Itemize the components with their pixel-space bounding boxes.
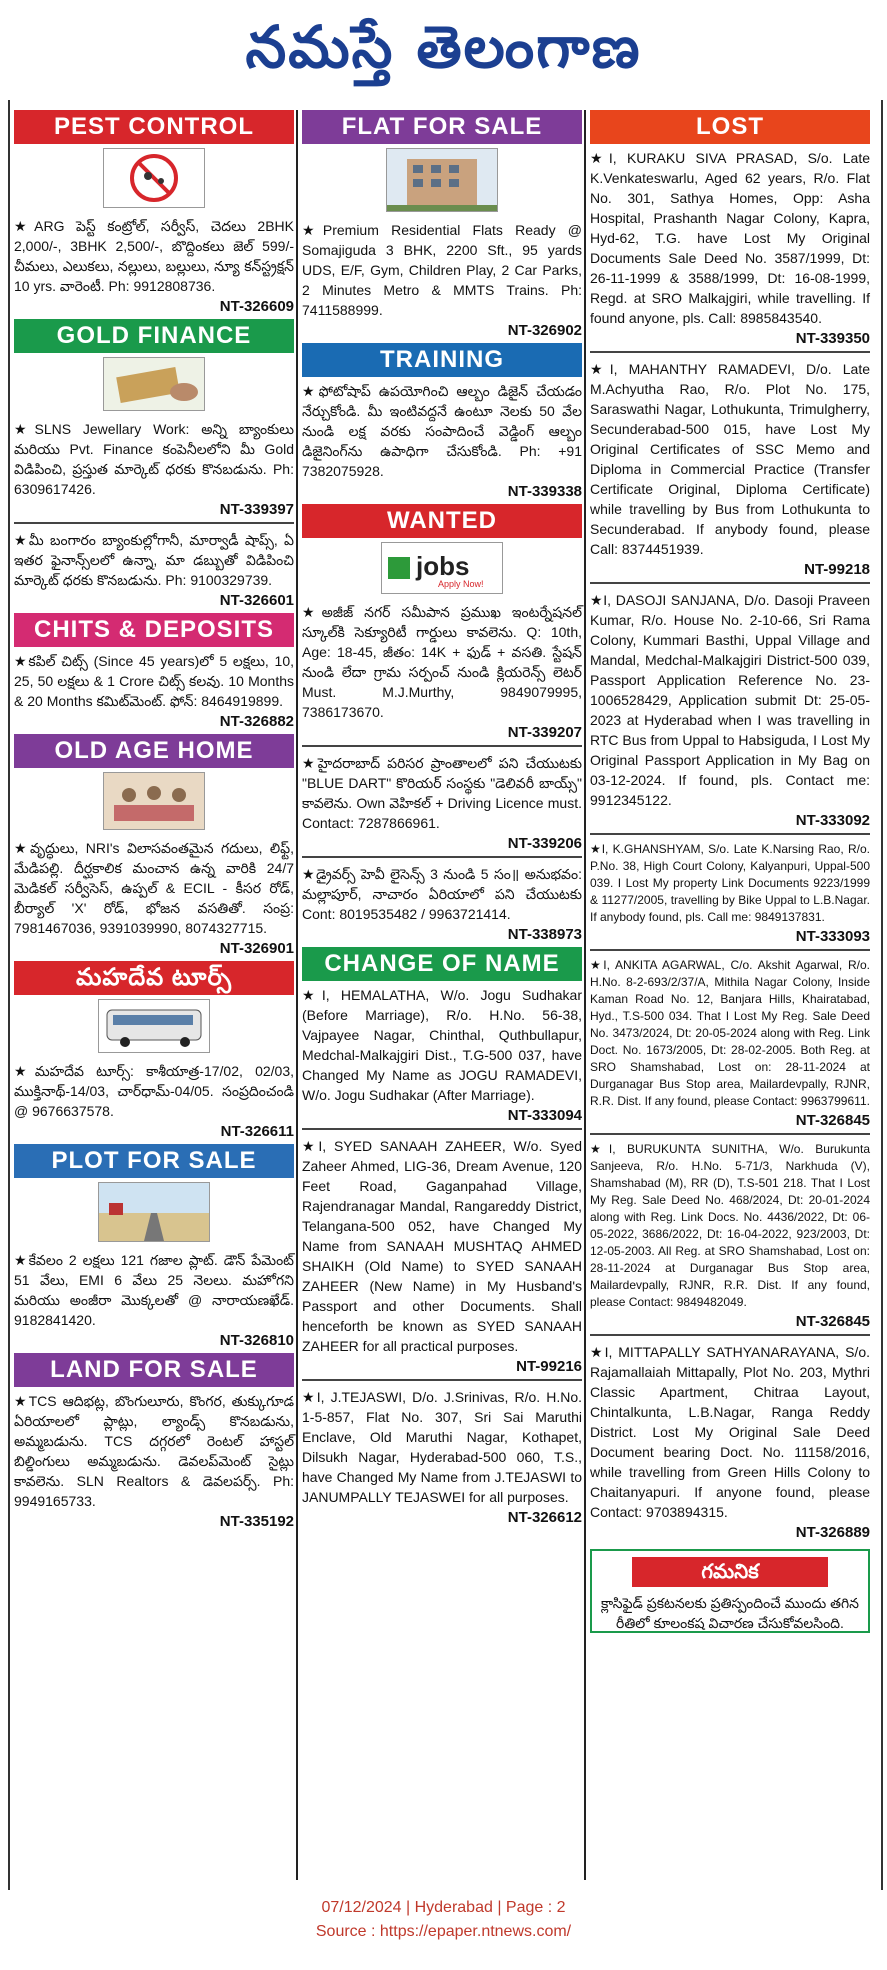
ad-text: ★ARG పెస్ట్ కంట్రోల్, సర్వీస్, చెదలు 2BHK 2,000/-, 3BHK 2,500/-, బొద్దింకలు జెల్ 599/- చీమలు, ఎలుకలు, నల్లులు, బల్లులు, న్యూ కన్‌స్ట్రక్షన్ 10 yrs. వారెంటీ. Ph: 9912808736. xyxy=(14,218,294,294)
ad-text: ★I, ANKITA AGARWAL, C/o. Akshit Agarwal, R/o. H.No. 8-2-693/2/37/A, Mithila Nagar Colony, Inside Kaman Road No. 12, Banjara Hills, Khairatabad, Hyd., T.S-500 034. That I Lost My Reg. Sale Deed No. 3473/2024, Dt: 20-05-2024 along with Reg. Link Doct. No. 1673/2005, Dt: 28-02-2005. Both Reg. at SRO Shamshabad, Lost on: 28-11-2024 at Durganagar Bus Stop area, Mailardevpally, RJNR, R.R. Dist. If any found, please Contact: 9963799611. xyxy=(590,958,870,1108)
ad-text: ★I, HEMALATHA, W/o. Jogu Sudhakar (Before Marriage), R/o. H.No. 56-38, Vajpayee Nagar, Chinthal, Quthbullapur, Medchal-Malkajgiri Dist., T.G-500 037, have Changed My Name as JOGU RAMADEVI, W/o. Jogu Sudhakar (After Marriage). xyxy=(302,987,582,1103)
notice-header: గమనిక xyxy=(632,1557,828,1587)
plot-image xyxy=(98,1182,210,1242)
ad-text: ★I, J.TEJASWI, D/o. J.Srinivas, R/o. H.No. 1-5-857, Flat No. 307, Sri Sai Maruthi Enclave, Old Maruthi Nagar, Kothapet, Dilsukh Nagar, Hyderabad-500 060, T.S., have Changed My Name from J.TEJASWI to JANUMPALLY TEJASWEI for all purposes. xyxy=(302,1389,582,1505)
ad-code: NT-326902 xyxy=(507,322,582,339)
training-header: TRAINING xyxy=(302,343,582,377)
ad-code: NT-99218 xyxy=(804,561,870,578)
ad-code: NT-326601 xyxy=(219,592,294,609)
wanted-header: WANTED xyxy=(302,504,582,538)
divider xyxy=(14,522,294,524)
ad-text: ★SLNS Jewellary Work: అన్ని బ్యాంకులు మరియు Pvt. Finance కంపెనీలలోని మీ Gold విడిపించి, ప్రస్తుత మార్కెట్ ధరకు కొనబడును. Ph: 6309617426. xyxy=(14,421,294,497)
ad-code: NT-333094 xyxy=(507,1107,582,1124)
old-age-image xyxy=(103,772,205,830)
ad-code: NT-326611 xyxy=(220,1123,294,1140)
column-1 xyxy=(14,110,294,1534)
tours-header: మహదేవ టూర్స్ xyxy=(14,961,294,995)
ad-text: ★I, DASOJI SANJANA, D/o. Dasoji Praveen Kumar, R/o. House No. 2-10-66, Sri Rama Colony, Kummari Basthi, Uppal Village and Mandal, Medchal-Malkajgiri District-500 039, Passport Application Reference No. 23-1006528429, Application submit Dt: 25-05-2023 at Hyderabad when I was travelling in RTC Bus from Uppal to Habsiguda, I Lost My Original Passport Application in My Bag on 03-12-2024. If found, pls. Contact me: 9912345122. xyxy=(590,592,870,808)
ad-text: ★వృద్ధులు, NRI's విలాసవంతమైన గదులు, లిఫ్ట్, మేడిపల్లి. దీర్ఘకాలిక మంచాన ఉన్న వారికి 24/7 మెడికల్ సర్వీసెస్, ఉప్పల్ & ECIL - కీసర రోడ్, బీర్యాల్ 'X' రోడ్, భోజన వసతితో. సంప్ర: 7981467036, 9391039990, 8074327715. xyxy=(14,840,294,936)
ad-code: NT-339397 xyxy=(219,501,294,518)
ad-text: ★ఫోటోషాప్ ఉపయోగించి ఆల్బం డిజైన్ చేయడం నేర్చుకోండి. మీ ఇంటివద్దనే ఉంటూ నెలకు 50 వేల నుండి లక్ష వరకు సంపాదించే వెడ్డింగ్ ఆల్బం డిజైనింగ్‌ను ఉపాధిగా చేసుకోండి. Ph: +91 7382075928. xyxy=(302,383,582,479)
column-3 xyxy=(590,110,870,1633)
masthead xyxy=(0,0,887,95)
notice-text: క్లాసిఫైడ్ ప్రకటనలకు ప్రతిస్పందించే ముందు తగిన రీతిలో కూలంకష విచారణ చేసుకోవలసింది. xyxy=(601,1595,859,1631)
ad-code: NT-326845 xyxy=(795,1112,870,1129)
divider xyxy=(302,856,582,858)
notice-box xyxy=(590,1549,870,1633)
jobs-logo xyxy=(381,542,503,594)
ad-code: NT-326609 xyxy=(219,298,294,315)
plot-for-sale-header: PLOT FOR SALE xyxy=(14,1144,294,1178)
ad-text: ★I, MITTAPALLY SATHYANARAYANA, S/o. Rajamallaiah Mittapally, Plot No. 203, Mythri Classic Apartment, Chitraa Layout, Chintalkunta, L.B.Nagar, Ranga Reddy District. Lost My Original Sale Deed Document bearing Doct. No. 11158/2016, while travelling from Green Hills Colony to Chaitanyapuri. If anyone found, please Contact: 9703894315. xyxy=(590,1344,870,1520)
pest-image xyxy=(103,148,205,208)
ad-code: NT-326889 xyxy=(795,1524,870,1541)
ad-text: ★I, MAHANTHY RAMADEVI, D/o. Late M.Achyutha Rao, R/o. Plot No. 175, Saraswathi Nagar, Lothukunta, Trimulgherry, Secunderabad-500 015, have Lost My Original Certificates of SSC Memo and Diploma in Commercial Practice (Transfer Certificate Original, Diploma Certificate) while travelling by Bus from Lothukunta to Secunderabad. If anybody found, please Call: 8374451939. xyxy=(590,361,870,557)
ad-text: ★అజీజ్ నగర్ సమీపాన ప్రముఖ ఇంటర్నేషనల్ స్కూల్‌కి సెక్యూరిటీ గార్డులు కావలెను. Q: 10th, Age: 18-45, జీతం: 14K + ఫుడ్ + వసతి. స్టేషన్ నుండి లేదా గ్రామ సర్పంచ్ నుండి క్లియరెన్స్ లెటర్ Must. M.J.Murthy, 9849079995, 7386173670. xyxy=(302,604,582,720)
ad-code: NT-326882 xyxy=(219,713,294,730)
building-image xyxy=(386,148,498,212)
ad-text: ★I, SYED SANAAH ZAHEER, W/o. Syed Zaheer Ahmed, LIG-36, Dream Avenue, 120 Feet Road, Gaganpahad Village, Rajendranagar Mandal, Rangareddy District, Telangana-500 052, have Changed My Name from SANAAH MUSHTAQ AHMED SHAIKH (Old Name) to SYED SANAAH ZAHEER (New Name) in My Husband's Passport and other Documents. Shall henceforth be known as SYED SANAAH ZAHEER for all practical purposes. xyxy=(302,1138,582,1354)
old-age-home-header: OLD AGE HOME xyxy=(14,734,294,768)
ad-code: NT-326845 xyxy=(795,1313,870,1330)
jobs-logo-text: jobs xyxy=(416,551,470,581)
divider xyxy=(302,1379,582,1381)
ad-code: NT-339350 xyxy=(795,330,870,347)
pest-control-header: PEST CONTROL xyxy=(14,110,294,144)
bus-image xyxy=(98,999,210,1053)
ad-code: NT-339338 xyxy=(507,483,582,500)
column-2 xyxy=(302,110,582,1530)
divider xyxy=(590,351,870,353)
jobs-logo-sub: Apply Now! xyxy=(438,579,484,589)
footer-source-line: Source : https://epaper.ntnews.com/ xyxy=(315,1923,572,1940)
divider xyxy=(590,833,870,835)
divider xyxy=(590,1334,870,1336)
ad-text: ★Premium Residential Flats Ready @ Somajiguda 3 BHK, 2200 Sft., 95 yards UDS, E/F, Gym, Children Play, 2 Car Parks, 2 Minutes Metro & MMTS Trains. Ph: 7411588999. xyxy=(302,222,582,318)
ad-code: NT-333092 xyxy=(795,812,870,829)
lost-header: LOST xyxy=(590,110,870,144)
ad-code: NT-335192 xyxy=(219,1513,294,1530)
land-for-sale-header: LAND FOR SALE xyxy=(14,1353,294,1387)
ad-code: NT-326612 xyxy=(507,1509,582,1526)
ad-text: ★TCS ఆదిభట్ల, బొంగులూరు, కొంగర, తుక్కుగూడ ఏరియాలలో ప్లాట్లు, ల్యాండ్స్ కొనబడును, అమ్మబడును. TCS దగ్గరలో రెంటల్ హాస్టల్ బిల్డింగులు అమ్మబడును. డెవలప్‌మెంట్ సైట్లు కావలెను. SLN Realtors & డెవలపర్స్. Ph: 9949165733. xyxy=(14,1393,294,1509)
ad-text: ★డ్రైవర్స్ హెవీ లైసెన్స్ 3 నుండి 5 సం॥ అనుభవం: మల్లాపూర్, నాచారం ఏరియాలో పని చేయుటకు Cont: 8019535482 / 9963721414. xyxy=(302,866,582,922)
money-image xyxy=(103,357,205,411)
chits-deposits-header: CHITS & DEPOSITS xyxy=(14,613,294,647)
ad-text: ★I, BURUKUNTA SUNITHA, W/o. Burukunta Sanjeeva, R/o. H.No. 5-71/3, Narkhuda (V), Shamshabad (M), RR (D), T.S-501 218. That I Lost My Reg. Sale Deed No. 468/2024, Dt: 20-01-2024 along with Reg. Link Docs. No. 4436/2022, Dt: 06-05-2022, 3686/2022, Dt: 16-04-2022, 923/2003, Dt: 12-05-2003. All Reg. at SRO Shamshabad, Lost on: 28-11-2024 at Durganagar Bus Stop area, Mailardevpally, RJNR, R.R. Dist. If any found, please Contact: 9849482049. xyxy=(590,1142,870,1309)
divider xyxy=(590,949,870,951)
ad-code: NT-339206 xyxy=(507,835,582,852)
divider xyxy=(590,582,870,584)
ad-code: NT-333093 xyxy=(795,928,870,945)
change-of-name-header: CHANGE OF NAME xyxy=(302,947,582,981)
footer-date-line: 07/12/2024 | Hyderabad | Page : 2 xyxy=(321,1899,566,1916)
ad-text: ★కేవలం 2 లక్షలు 121 గజాల ప్లాట్. డౌన్ పేమెంట్ 51 వేలు, EMI 6 వేలు 25 నెలలు. మహోగని మరియు అంజీరా మొక్కలతో @ నారాయణఖేడ్. 9182841420. xyxy=(14,1252,294,1328)
gold-finance-header: GOLD FINANCE xyxy=(14,319,294,353)
ad-text: ★I, K.GHANSHYAM, S/o. Late K.Narsing Rao, R/o. P.No. 38, High Court Colony, Kalyanpuri, Uppal-500 039. I Lost My property Link Documents 9223/1999 & 11277/2005, travelling by Bike Uppal to L.B.Nagar. If anybody found, pls. Call me: 9849137831. xyxy=(590,842,870,924)
ad-text: ★మహదేవ టూర్స్: కాశీయాత్ర-17/02, 02/03, ముక్తినాథ్-14/03, చార్‌ధామ్-04/05. సంప్రదించండి @ 9676637578. xyxy=(14,1063,294,1119)
divider xyxy=(302,1128,582,1130)
ad-code: NT-339207 xyxy=(507,724,582,741)
ad-text: ★మీ బంగారం బ్యాంకుల్లోగానీ, మార్వాడీ షాప్స్, ఏ ఇతర ఫైనాన్స్‌లలో ఉన్నా, మా డబ్బుతో విడిపించి మార్కెట్ ధరకు కొనబడును. Ph: 9100329739. xyxy=(14,532,294,588)
column-divider xyxy=(296,110,298,1880)
column-divider xyxy=(584,110,586,1880)
ad-code: NT-326810 xyxy=(219,1332,294,1349)
ad-text: ★కపిల్ చిట్స్ (Since 45 years)లో 5 లక్షలు, 10, 25, 50 లక్షలు & 1 Crore చిట్స్ కలవు. 10 Months & 20 Months కమిట్‌మెంట్. ఫోన్: 8464919899. xyxy=(14,653,294,709)
ad-code: NT-338973 xyxy=(507,926,582,943)
divider xyxy=(302,745,582,747)
flat-for-sale-header: FLAT FOR SALE xyxy=(302,110,582,144)
ad-code: NT-99216 xyxy=(516,1358,582,1375)
ad-code: NT-326901 xyxy=(219,940,294,957)
ad-text: ★I, KURAKU SIVA PRASAD, S/o. Late K.Venkateswarlu, Aged 62 years, R/o. Flat No. 301, Sathya Homes, Opp: Asha Hospital, Prashanth Nagar Colony, Kapra, Hyd-62, T.G. have Lost My Original Documents Sale Deed No. 3587/1999, Dt: 26-11-1999 & 3588/1999, Dt: 16-08-1999, Regd. at SRO Malkajgiri, while travelling. If found anyone, pls. Call: 8985843540. xyxy=(590,150,870,326)
newspaper-title: నమస్తే తెలంగాణ xyxy=(245,13,642,81)
divider xyxy=(590,1133,870,1135)
page-footer xyxy=(0,1896,887,1944)
ad-text: ★హైదరాబాద్ పరిసర ప్రాంతాలలో పని చేయుటకు "BLUE DART" కొరియర్ సంస్థకు "డెలివరీ బాయ్స్" కావలెను. Own వెహికల్ + Driving Licence must. Contact: 7287866961. xyxy=(302,755,582,831)
